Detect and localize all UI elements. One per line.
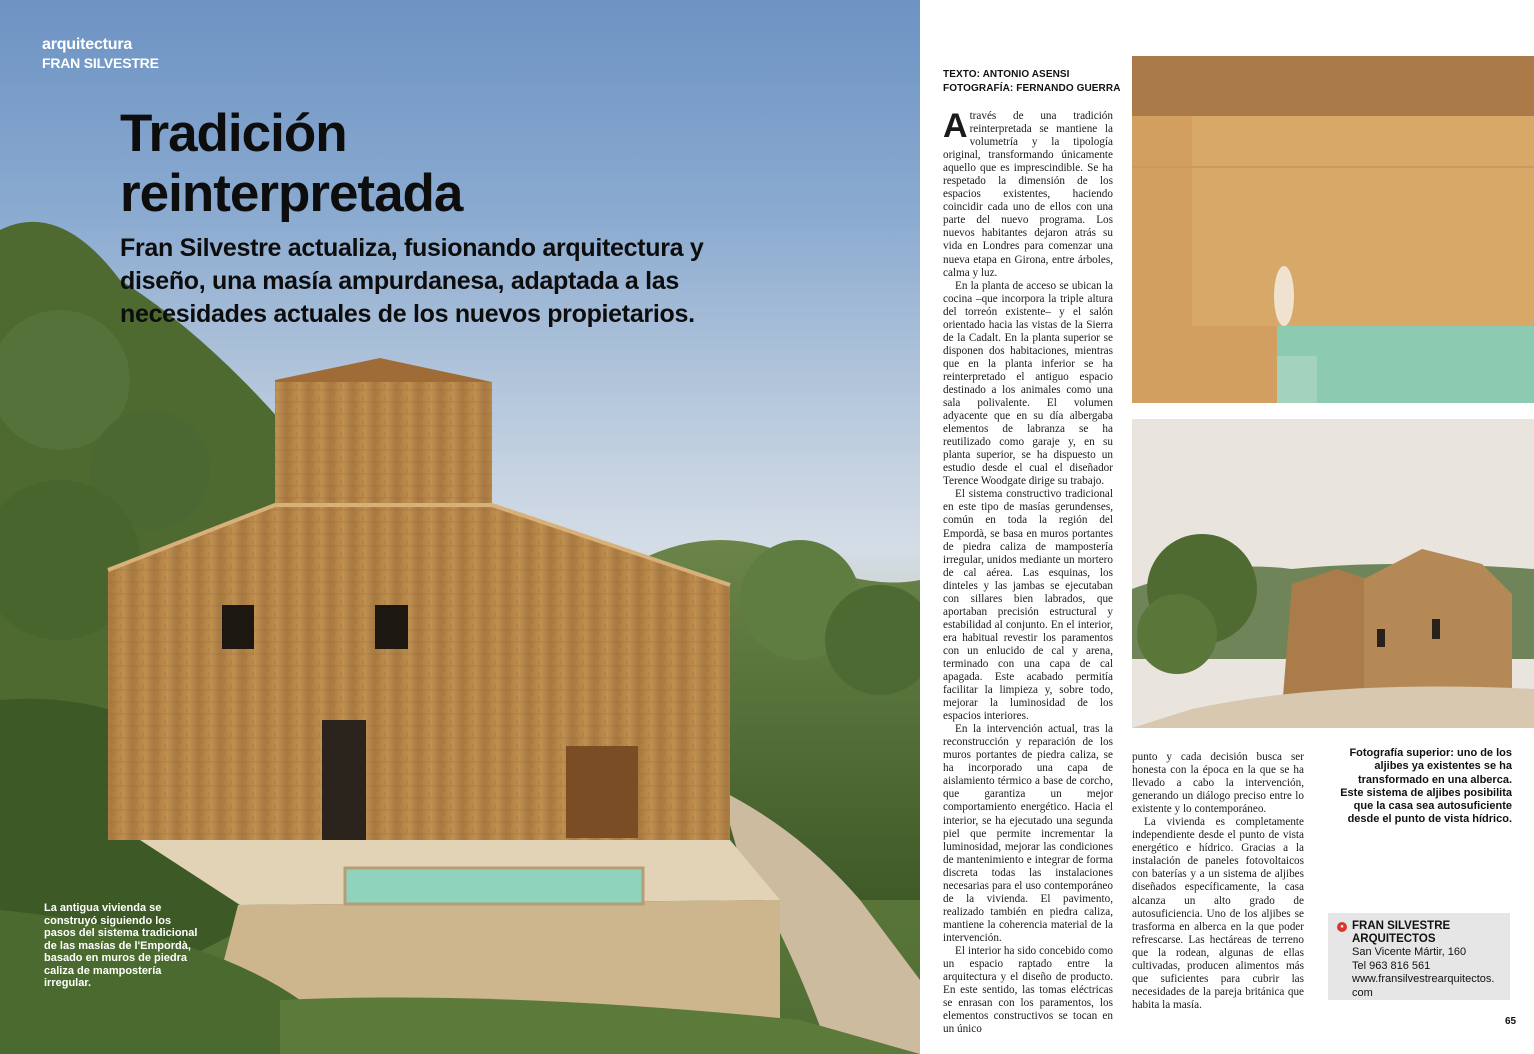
page-number: 65 [1505, 1016, 1517, 1027]
photo-caption-right: Fotografía superior: uno de los aljibes ya existentes se ha transformado en una alberca. Este sistema de aljibes posibilita que la casa sea autosuficiente desde el punto de vista hídrico. [1340, 747, 1512, 826]
photo-credit: FOTOGRAFÍA: FERNANDO GUERRA [943, 83, 1121, 94]
section-subject: FRAN SILVESTRE [42, 55, 159, 71]
body-paragraph: En la intervención actual, tras la reconstrucción y reparación de los muros portantes de piedra caliza, se ha incorporado una capa de aislamiento térmico a base de corcho, que garantiza un mejor comportamiento energético. Hacia el interior, se ha ejecutado una segunda piel que permite incrementar la luminosidad, mejorar las condiciones de mantenimiento e integrar de forma discreta todas las instalaciones necesarias para el uso contemporáneo de la vivienda. El pavimento, realizado también en piedra caliza, mantiene la coherencia material de la intervención. [943, 723, 1113, 944]
headline-line2: reinterpretada [120, 164, 463, 223]
studio-website-end[interactable]: com [1352, 986, 1373, 999]
text-credit: TEXTO: ANTONIO ASENSI [943, 69, 1070, 80]
pool-aerial-illustration [1132, 56, 1534, 403]
drop-cap: A [943, 107, 968, 145]
body-paragraph: punto y cada decisión busca ser honesta con la época en la que se ha llevado a cabo la intervención, generando un diálogo preciso entre lo existente y lo contemporáneo. [1132, 751, 1304, 816]
body-paragraph: En la planta de acceso se ubican la cocina –que incorpora la triple altura del torreón existente– y el salón orientado hacia las vistas de la Sierra de la Cadalt. En la planta superior se disponen dos habitaciones, mientras que en la planta inferior se ha reinterpretado el antiguo espacio destinado a los animales como una sala polivalente. El volumen adyacente que en su día albergaba elementos de labranza se ha reutilizado como garaje y, en su planta superior, se ha dispuesto un estudio desde el cual el diseñador Terence Woodgate dirige su trabajo. [943, 279, 1113, 488]
contact-box [1328, 913, 1510, 1000]
headline-line1: Tradición [120, 104, 347, 163]
section-tag [42, 36, 159, 72]
studio-name: FRAN SILVESTRE ARQUITECTOS [1352, 920, 1451, 945]
studio-phone: Tel 963 816 561 [1352, 959, 1431, 972]
body-paragraph: La vivienda es completamente independiente desde el punto de vista energético e hídrico. Gracias a la instalación de paneles fotovoltaicos con baterías y a un sistema de aljibes diseñados específicamente, la casa alcanza un alto grado de autosuficiencia. Uno de los aljibes se trasforma en alberca en la que poder refrescarse. Las hectáreas de terreno que la rodean, algunas de ellas cultivadas, producen alimentos más que suficientes para cubrir las necesidades de la pareja británica que habita la masía. [1132, 816, 1304, 1011]
headline [120, 104, 740, 224]
location-badge-icon: ● [1337, 922, 1347, 932]
body-paragraph: El interior ha sido concebido como un espacio raptado entre la arquitectura y el diseño de producto. En este sentido, las tomas eléctricas se enrasan con los paramentos, los elementos constructivos se tocan en un único [943, 945, 1113, 1036]
studio-website[interactable]: www.fransilvestrearquitectos. [1352, 973, 1495, 985]
house-exterior-illustration [1132, 419, 1534, 728]
pool-aerial-photo [1132, 56, 1534, 403]
body-paragraph: El sistema constructivo tradicional en este tipo de masías gerundenses, común en toda la región del Empordà, se basa en muros portantes de piedra caliza de mampostería irregular, unidos mediante un mortero de cal aérea. Las esquinas, los dinteles y las jambas se ejecutaban con sillares bien labrados, que aportaban precisión estructural y estabilidad al conjunto. En el interior, era habitual revestir los paramentos con un enlucido de cal y arena, terminado con una capa de cal apagada. Este acabado permitía facilitar la limpieza y, sobre todo, mejorar la luminosidad de los espacios interiores. [943, 488, 1113, 723]
house-exterior-photo [1132, 419, 1534, 728]
credits [943, 68, 1121, 96]
subheadline: Fran Silvestre actualiza, fusionando arquitectura y diseño, una masía ampurdanesa, adaptada a las necesidades actuales de los nuevos propietarios. [120, 234, 704, 328]
section-label: arquitectura [42, 36, 133, 53]
studio-address: San Vicente Mártir, 160 [1352, 946, 1467, 958]
body-column-1 [943, 107, 1113, 1036]
body-column-2 [1132, 751, 1304, 1012]
body-paragraph [943, 107, 1113, 280]
photo-caption-left: La antigua vivienda se construyó siguiendo los pasos del sistema tradicional de las masías de l'Empordà, basado en muros de piedra caliza de mampostería irregular. [44, 902, 198, 989]
body-paragraph-text: través de una tradición reinterpretada se mantiene la volumetría y la tipología original, transformando únicamente aquello que es imprescindible. Se ha respetado la dimensión de los espacios existentes, haciendo coincidir cada uno de ellos con una parte del nuevo programa. Los nuevos habitantes dejaron atrás su vida en Londres para comenzar una nueva etapa en Girona, entre árboles, calma y luz. [943, 110, 1113, 279]
